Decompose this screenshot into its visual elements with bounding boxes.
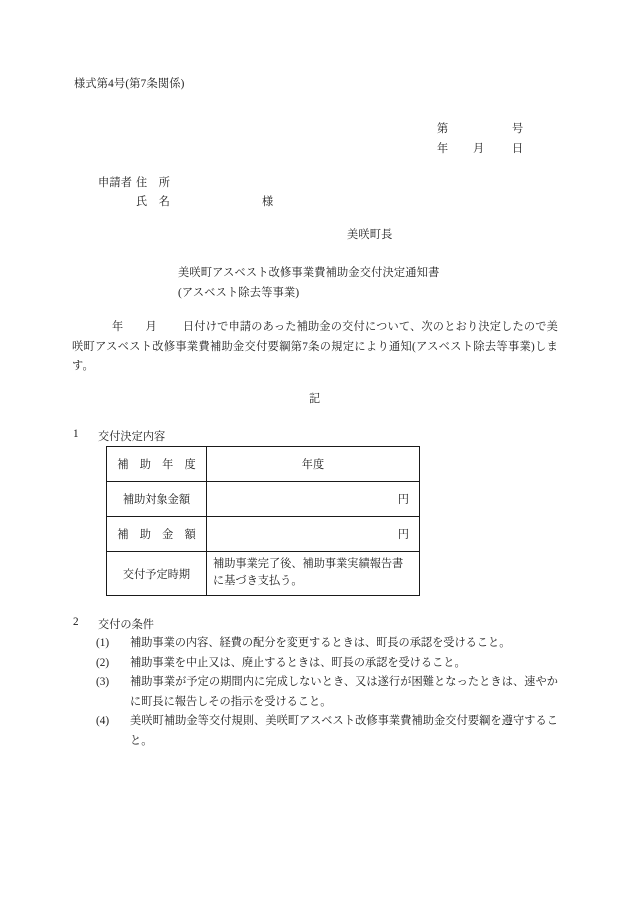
table-row-value-line2: に基づき支払う。 <box>213 575 303 587</box>
table-row-value <box>207 552 420 596</box>
table-row-label: 交付予定時期 <box>107 552 207 596</box>
list-item-marker: (4) <box>96 715 110 727</box>
applicant-honorific: 様 <box>262 196 274 208</box>
table-row-value: 年度 <box>207 447 420 482</box>
form-code-label: 様式第4号(第7条関係) <box>74 78 185 90</box>
table-row <box>107 482 420 517</box>
table-row-label: 補 助 年 度 <box>107 447 207 482</box>
document-number-prefix: 第 <box>437 123 449 135</box>
conditions-list <box>73 634 558 751</box>
document-title-line2: (アスベスト除去等事業) <box>178 287 300 299</box>
list-item <box>73 712 558 751</box>
document-date-day: 日 <box>512 143 524 155</box>
table-row <box>107 552 420 596</box>
decision-table <box>106 446 420 596</box>
ki-mark: 記 <box>309 393 321 405</box>
list-item-text: 補助事業を中止又は、廃止するときは、町長の承認を受けること。 <box>130 656 466 669</box>
list-item-marker: (3) <box>96 676 110 688</box>
table-row-value: 円 <box>207 482 420 517</box>
table-row-value-line1: 補助事業完了後、補助事業実績報告書 <box>213 558 404 570</box>
issuer-name: 美咲町長 <box>347 229 393 241</box>
section1-number: 1 <box>73 428 79 440</box>
body-year-label: 年 <box>112 321 124 333</box>
applicant-label: 申請者 <box>98 177 133 189</box>
body-paragraph <box>72 318 558 377</box>
document-date-year: 年 <box>437 143 449 155</box>
body-month-label: 月 <box>145 321 157 333</box>
list-item <box>73 673 558 712</box>
table-row-label: 補助対象金額 <box>107 482 207 517</box>
list-item-text: 補助事業が予定の期間内に完成しないとき、又は遂行が困難となったときは、速やかに町長に報告しその指示を受けること。 <box>130 676 558 708</box>
list-item <box>73 634 558 654</box>
applicant-address-label: 住 所 <box>136 177 171 189</box>
section1-title: 交付決定内容 <box>98 431 166 443</box>
table-row-label: 補 助 金 額 <box>107 517 207 552</box>
list-item-marker: (1) <box>96 637 110 649</box>
table-row <box>107 447 420 482</box>
document-title-line1: 美咲町アスベスト改修事業費補助金交付決定通知書 <box>178 267 440 279</box>
body-main-text: 日付けで申請のあった補助金の交付について、次のとおり決定したので美咲町アスベスト改修事業費補助金交付要綱第7条の規定により通知(アスベスト除去等事業)します。 <box>72 321 558 372</box>
list-item-marker: (2) <box>96 656 110 669</box>
list-item-text: 補助事業の内容、経費の配分を変更するときは、町長の承認を受けること。 <box>130 637 511 649</box>
section2-number: 2 <box>73 616 79 628</box>
list-item-text: 美咲町補助金等交付規則、美咲町アスベスト改修事業費補助金交付要綱を遵守すること。 <box>130 715 558 747</box>
table-row <box>107 517 420 552</box>
document-date-month: 月 <box>473 143 485 155</box>
list-item <box>73 654 558 674</box>
applicant-name-label: 氏 名 <box>136 196 171 208</box>
table-row-value: 円 <box>207 517 420 552</box>
document-number-suffix: 号 <box>512 123 524 135</box>
section2-title: 交付の条件 <box>98 619 154 631</box>
